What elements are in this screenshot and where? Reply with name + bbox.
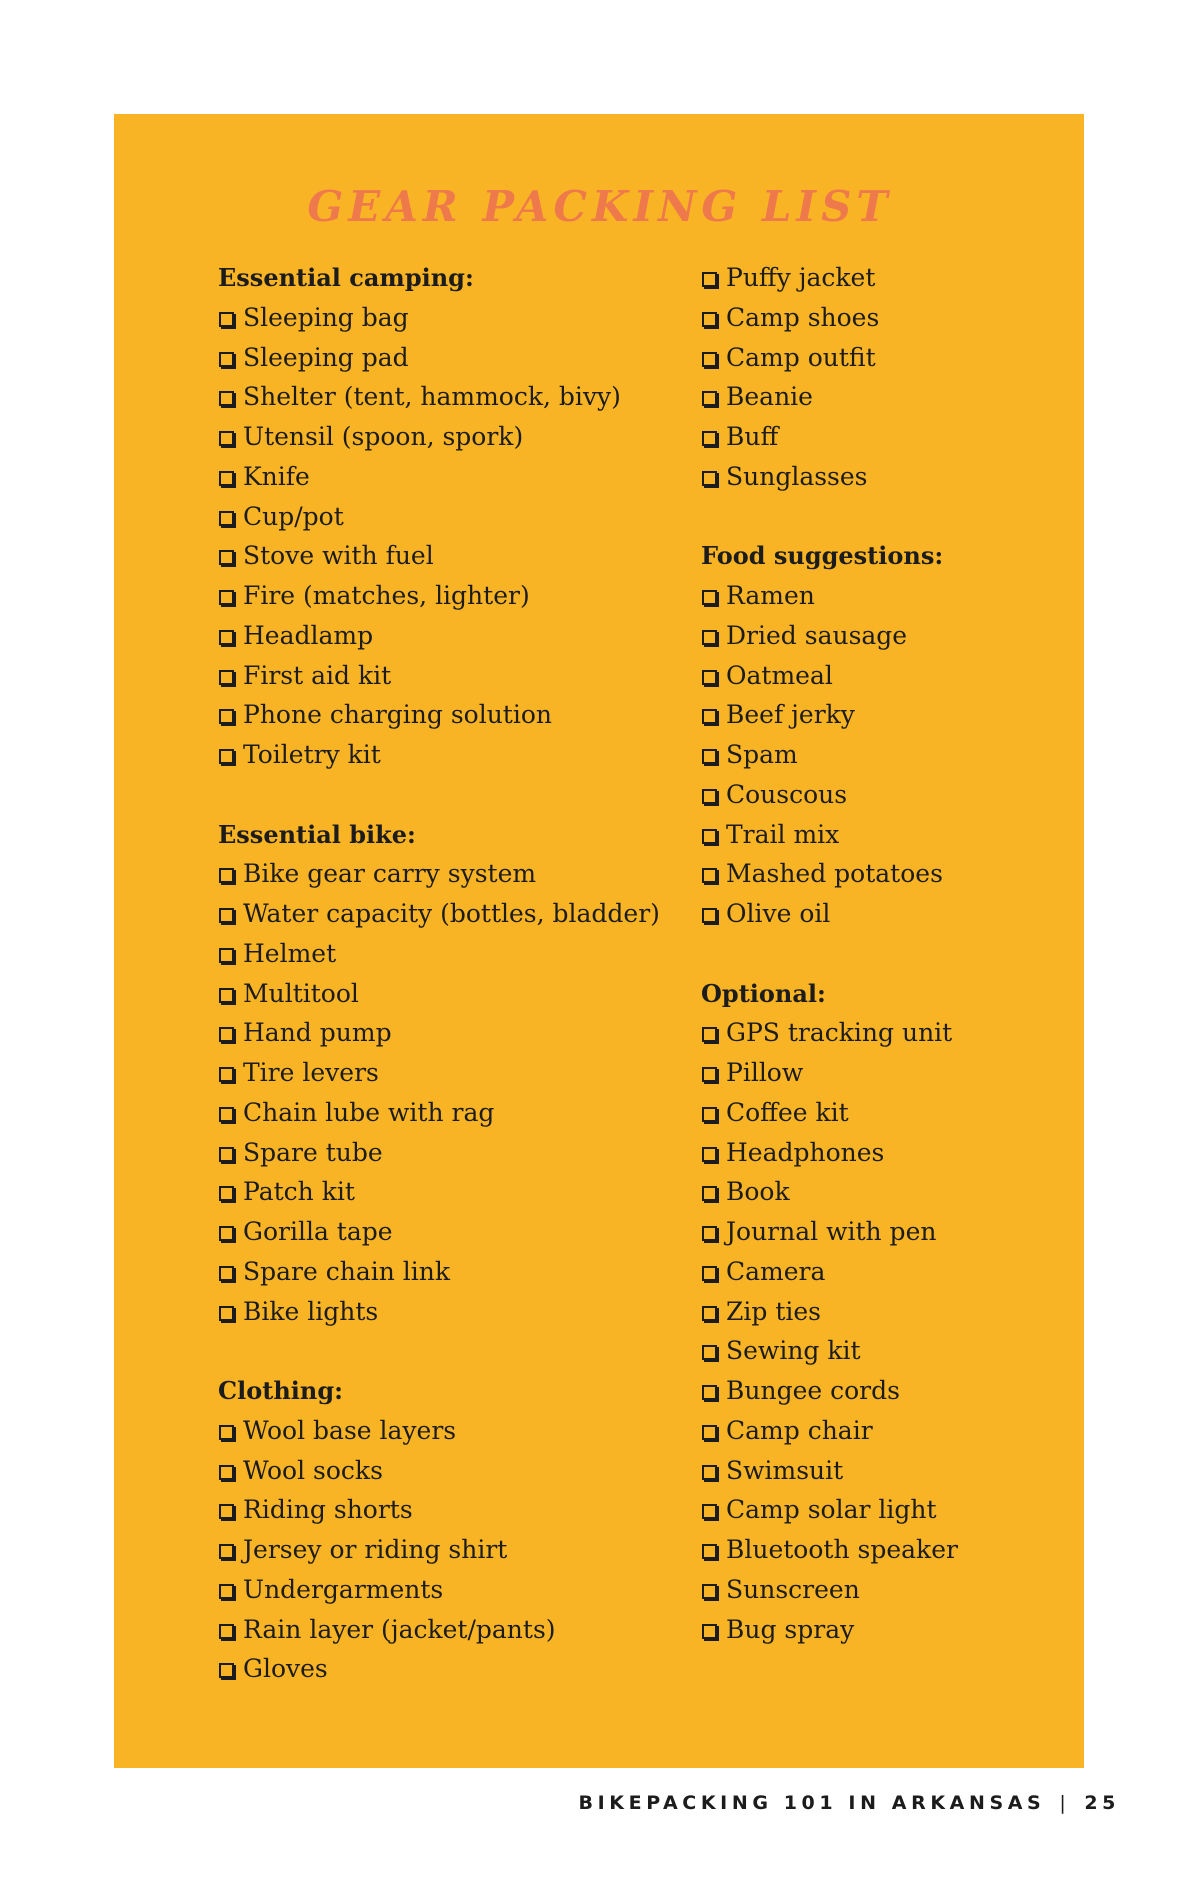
checklist-item[interactable] bbox=[701, 1172, 958, 1212]
checklist-item-label: Phone charging solution bbox=[243, 700, 552, 730]
checklist-item-label: Sunscreen bbox=[726, 1574, 860, 1604]
checkbox-icon[interactable] bbox=[702, 312, 717, 327]
checklist-item-label: Headphones bbox=[726, 1137, 885, 1167]
checklist-item[interactable] bbox=[218, 576, 660, 616]
checkbox-icon[interactable] bbox=[702, 352, 717, 367]
checkbox-icon[interactable] bbox=[219, 1027, 234, 1042]
checklist-item[interactable] bbox=[218, 974, 660, 1014]
checkbox-icon[interactable] bbox=[219, 988, 234, 1003]
checkbox-icon[interactable] bbox=[702, 1624, 717, 1639]
checklist-item-label: Couscous bbox=[726, 779, 848, 809]
checklist-item-label: Jersey or riding shirt bbox=[243, 1535, 508, 1564]
checklist-item-label: Bike gear carry system bbox=[243, 859, 537, 889]
checkbox-icon[interactable] bbox=[702, 789, 717, 804]
checkbox-icon[interactable] bbox=[702, 1584, 717, 1599]
checkbox-icon[interactable] bbox=[219, 1504, 234, 1519]
checklist-item-label: Utensil (spoon, spork) bbox=[243, 422, 524, 451]
checklist-item-label: Shelter (tent, hammock, bivy) bbox=[243, 382, 621, 412]
checklist-item-label: Sunglasses bbox=[726, 461, 868, 491]
checkbox-icon[interactable] bbox=[219, 391, 234, 406]
checklist-item-label: Wool socks bbox=[243, 1455, 383, 1485]
checklist-item-label: Gorilla tape bbox=[243, 1217, 393, 1246]
checkbox-icon[interactable] bbox=[702, 1504, 717, 1519]
right-column bbox=[701, 258, 958, 1649]
checklist-item-label: Mashed potatoes bbox=[726, 859, 943, 889]
checklist-item-label: Bungee cords bbox=[726, 1376, 900, 1405]
checklist-item-label: Camp shoes bbox=[726, 302, 880, 332]
checkbox-icon[interactable] bbox=[702, 1266, 717, 1281]
checklist-item[interactable] bbox=[218, 934, 660, 974]
checklist-item-label: Hand pump bbox=[243, 1018, 392, 1048]
checkbox-icon[interactable] bbox=[219, 1544, 234, 1559]
checklist-item[interactable] bbox=[701, 1292, 958, 1332]
checkbox-icon[interactable] bbox=[219, 709, 234, 724]
checklist-item-label: Multitool bbox=[243, 978, 359, 1008]
checklist-item[interactable] bbox=[218, 298, 660, 338]
checkbox-icon[interactable] bbox=[219, 1147, 234, 1162]
checkbox-icon[interactable] bbox=[219, 1266, 234, 1281]
footer-separator: | bbox=[1059, 1792, 1071, 1814]
checklist-item-label: Sleeping bag bbox=[243, 302, 409, 332]
checklist-item[interactable] bbox=[218, 656, 660, 696]
checkbox-icon[interactable] bbox=[219, 511, 234, 526]
checklist-item[interactable] bbox=[701, 735, 958, 775]
checklist-item-label: Tire levers bbox=[243, 1058, 379, 1087]
checkbox-icon[interactable] bbox=[702, 1027, 717, 1042]
checklist-item-label: Rain layer (jacket/pants) bbox=[243, 1614, 556, 1644]
checklist-item-label: Cup/pot bbox=[243, 501, 344, 531]
section-heading: Essential bike: bbox=[218, 819, 416, 849]
checklist-item[interactable] bbox=[701, 1212, 958, 1252]
page-footer bbox=[579, 1792, 1120, 1814]
checklist-item[interactable] bbox=[701, 1451, 958, 1491]
checkbox-icon[interactable] bbox=[219, 1425, 234, 1440]
section-heading: Clothing: bbox=[218, 1376, 343, 1405]
checkbox-icon[interactable] bbox=[219, 1186, 234, 1201]
checklist-item[interactable] bbox=[701, 854, 958, 894]
checklist-item-label: Gloves bbox=[243, 1654, 328, 1684]
checklist-item[interactable] bbox=[218, 616, 660, 656]
checklist-item-label: Coffee kit bbox=[726, 1097, 849, 1127]
checklist-item[interactable] bbox=[701, 815, 958, 855]
checklist-item-label: Olive oil bbox=[726, 899, 831, 928]
checklist-item[interactable] bbox=[701, 417, 958, 457]
checklist-item-label: Headlamp bbox=[243, 620, 374, 650]
checklist-item[interactable] bbox=[701, 1570, 958, 1610]
checkbox-icon[interactable] bbox=[219, 868, 234, 883]
checkbox-icon[interactable] bbox=[219, 1067, 234, 1082]
checkbox-icon[interactable] bbox=[219, 1584, 234, 1599]
checkbox-icon[interactable] bbox=[702, 590, 717, 605]
checklist-item-label: Spam bbox=[726, 740, 798, 769]
checklist-item-label: Swimsuit bbox=[726, 1455, 844, 1485]
checklist-item-label: Knife bbox=[243, 461, 310, 491]
checkbox-icon[interactable] bbox=[702, 709, 717, 724]
checklist-item[interactable] bbox=[218, 894, 660, 934]
section-spacer bbox=[218, 775, 660, 815]
checkbox-icon[interactable] bbox=[702, 630, 717, 645]
checklist-item[interactable] bbox=[701, 457, 958, 497]
checklist-item-label: Sleeping pad bbox=[243, 342, 409, 372]
checkbox-icon[interactable] bbox=[702, 1385, 717, 1400]
checklist-item[interactable] bbox=[218, 1649, 660, 1689]
checklist-item[interactable] bbox=[701, 1490, 958, 1530]
checkbox-icon[interactable] bbox=[702, 829, 717, 844]
checklist-item[interactable] bbox=[218, 536, 660, 576]
checklist-item-label: Toiletry kit bbox=[243, 740, 381, 769]
checklist-item-label: GPS tracking unit bbox=[726, 1018, 953, 1048]
checklist-item[interactable] bbox=[701, 576, 958, 616]
checkbox-icon[interactable] bbox=[702, 471, 717, 486]
checkbox-icon[interactable] bbox=[219, 352, 234, 367]
checklist-item-label: Stove with fuel bbox=[243, 541, 434, 571]
checkbox-icon[interactable] bbox=[702, 1186, 717, 1201]
checkbox-icon[interactable] bbox=[702, 391, 717, 406]
checkbox-icon[interactable] bbox=[219, 1226, 234, 1241]
checklist-item[interactable] bbox=[218, 1570, 660, 1610]
page-title: GEAR PACKING LIST bbox=[307, 182, 893, 231]
checklist-item[interactable] bbox=[218, 735, 660, 775]
checklist-item[interactable] bbox=[218, 1133, 660, 1173]
section-spacer bbox=[218, 1331, 660, 1371]
checklist-item[interactable] bbox=[218, 1053, 660, 1093]
checkbox-icon[interactable] bbox=[702, 1306, 717, 1321]
section-spacer bbox=[701, 934, 958, 974]
checklist-item[interactable] bbox=[218, 1252, 660, 1292]
checklist-item-label: Spare chain link bbox=[243, 1256, 451, 1286]
checklist-item[interactable] bbox=[218, 1013, 660, 1053]
checkbox-icon[interactable] bbox=[219, 1306, 234, 1321]
checklist-item[interactable] bbox=[218, 1451, 660, 1491]
checkbox-icon[interactable] bbox=[219, 471, 234, 486]
checklist-item-label: Bike lights bbox=[243, 1296, 379, 1326]
checklist-item-label: Undergarments bbox=[243, 1574, 444, 1604]
checkbox-icon[interactable] bbox=[702, 431, 717, 446]
checklist-item[interactable] bbox=[701, 1013, 958, 1053]
section-heading: Essential camping: bbox=[218, 263, 474, 292]
checklist-item-label: Trail mix bbox=[726, 819, 840, 849]
checklist-item[interactable] bbox=[218, 457, 660, 497]
checklist-item-label: Wool base layers bbox=[243, 1415, 457, 1445]
checklist-item-label: Camera bbox=[726, 1256, 826, 1286]
checkbox-icon[interactable] bbox=[219, 431, 234, 446]
checkbox-icon[interactable] bbox=[702, 670, 717, 685]
checkbox-icon[interactable] bbox=[219, 590, 234, 605]
checklist-item[interactable] bbox=[701, 1411, 958, 1451]
checklist-item[interactable] bbox=[701, 1053, 958, 1093]
checklist-item-label: Bluetooth speaker bbox=[726, 1535, 958, 1564]
checklist-item-label: Pillow bbox=[726, 1058, 804, 1087]
checklist-item-label: Chain lube with rag bbox=[243, 1097, 495, 1127]
checklist-item[interactable] bbox=[218, 377, 660, 417]
checklist-item-label: Water capacity (bottles, bladder) bbox=[243, 899, 660, 928]
checklist-item-label: Ramen bbox=[726, 581, 815, 610]
checklist-item[interactable] bbox=[701, 1133, 958, 1173]
checkbox-icon[interactable] bbox=[219, 550, 234, 565]
section-heading: Food suggestions: bbox=[701, 541, 944, 571]
checklist-item-label: Camp outfit bbox=[726, 342, 876, 372]
checklist-item-label: Beef jerky bbox=[726, 700, 855, 730]
checklist-item[interactable] bbox=[218, 1530, 660, 1570]
checkbox-icon[interactable] bbox=[219, 1624, 234, 1639]
checklist-item[interactable] bbox=[701, 1371, 958, 1411]
checklist-item[interactable] bbox=[218, 338, 660, 378]
checkbox-icon[interactable] bbox=[702, 868, 717, 883]
checklist-item[interactable] bbox=[701, 1331, 958, 1371]
checkbox-icon[interactable] bbox=[702, 1345, 717, 1360]
checklist-item[interactable] bbox=[701, 656, 958, 696]
checklist-item-label: Buff bbox=[726, 422, 779, 451]
checklist-item[interactable] bbox=[218, 1610, 660, 1650]
checkbox-icon[interactable] bbox=[219, 1663, 234, 1678]
checklist-item[interactable] bbox=[701, 775, 958, 815]
checklist-item[interactable] bbox=[218, 1172, 660, 1212]
checklist-item[interactable] bbox=[218, 695, 660, 735]
checklist-item-label: Bug spray bbox=[726, 1614, 855, 1644]
checklist-item[interactable] bbox=[701, 1252, 958, 1292]
checklist-item[interactable] bbox=[218, 497, 660, 537]
checkbox-icon[interactable] bbox=[219, 948, 234, 963]
checkbox-icon[interactable] bbox=[702, 272, 717, 287]
checkbox-icon[interactable] bbox=[219, 1107, 234, 1122]
checklist-item-label: Camp chair bbox=[726, 1415, 873, 1445]
checkbox-icon[interactable] bbox=[702, 1425, 717, 1440]
checklist-item-label: Spare tube bbox=[243, 1137, 383, 1167]
checkbox-icon[interactable] bbox=[219, 908, 234, 923]
checklist-item[interactable] bbox=[701, 894, 958, 934]
checkbox-icon[interactable] bbox=[702, 1226, 717, 1241]
book-title: BIKEPACKING 101 IN ARKANSAS bbox=[578, 1792, 1046, 1814]
checklist-item[interactable] bbox=[218, 1411, 660, 1451]
checklist-item[interactable] bbox=[701, 1530, 958, 1570]
checklist-item[interactable] bbox=[701, 695, 958, 735]
section-heading: Optional: bbox=[701, 978, 826, 1008]
checkbox-icon[interactable] bbox=[702, 1067, 717, 1082]
checklist-item[interactable] bbox=[218, 417, 660, 457]
checklist-item[interactable] bbox=[701, 1610, 958, 1650]
checkbox-icon[interactable] bbox=[702, 1147, 717, 1162]
checklist-item-label: Patch kit bbox=[243, 1177, 355, 1207]
checklist-item[interactable] bbox=[701, 377, 958, 417]
checklist-item[interactable] bbox=[701, 338, 958, 378]
checkbox-icon[interactable] bbox=[702, 1544, 717, 1559]
checklist-item-label: Journal with pen bbox=[726, 1217, 937, 1246]
checklist-item-label: Oatmeal bbox=[726, 660, 833, 690]
checklist-item[interactable] bbox=[218, 1292, 660, 1332]
checklist-item-label: Riding shorts bbox=[243, 1495, 413, 1525]
checklist-item[interactable] bbox=[218, 1490, 660, 1530]
section-spacer bbox=[701, 497, 958, 537]
checkbox-icon[interactable] bbox=[219, 312, 234, 327]
checklist-item-label: Sewing kit bbox=[726, 1336, 861, 1366]
checklist-item-label: Fire (matches, lighter) bbox=[243, 581, 530, 610]
checklist-item-label: Helmet bbox=[243, 938, 337, 968]
checklist-item-label: First aid kit bbox=[243, 660, 392, 690]
checklist-item[interactable] bbox=[701, 616, 958, 656]
page-number: 25 bbox=[1084, 1792, 1120, 1814]
checklist-item-label: Zip ties bbox=[726, 1296, 821, 1326]
checklist-item[interactable] bbox=[701, 1093, 958, 1133]
checklist-item[interactable] bbox=[218, 1212, 660, 1252]
checkbox-icon[interactable] bbox=[219, 1465, 234, 1480]
checklist-item-label: Beanie bbox=[726, 382, 813, 412]
checkbox-icon[interactable] bbox=[219, 670, 234, 685]
left-column bbox=[218, 258, 660, 1689]
checkbox-icon[interactable] bbox=[219, 630, 234, 645]
checkbox-icon[interactable] bbox=[702, 1107, 717, 1122]
checklist-item-label: Book bbox=[726, 1177, 790, 1207]
checklist-item[interactable] bbox=[218, 1093, 660, 1133]
checkbox-icon[interactable] bbox=[702, 908, 717, 923]
checklist-item-label: Camp solar light bbox=[726, 1495, 937, 1525]
checklist-item-label: Puffy jacket bbox=[726, 263, 876, 292]
checklist-item[interactable] bbox=[218, 854, 660, 894]
checkbox-icon[interactable] bbox=[219, 749, 234, 764]
checkbox-icon[interactable] bbox=[702, 1465, 717, 1480]
checklist-item[interactable] bbox=[701, 258, 958, 298]
checklist-item[interactable] bbox=[701, 298, 958, 338]
checkbox-icon[interactable] bbox=[702, 749, 717, 764]
checklist-item-label: Dried sausage bbox=[726, 620, 908, 650]
